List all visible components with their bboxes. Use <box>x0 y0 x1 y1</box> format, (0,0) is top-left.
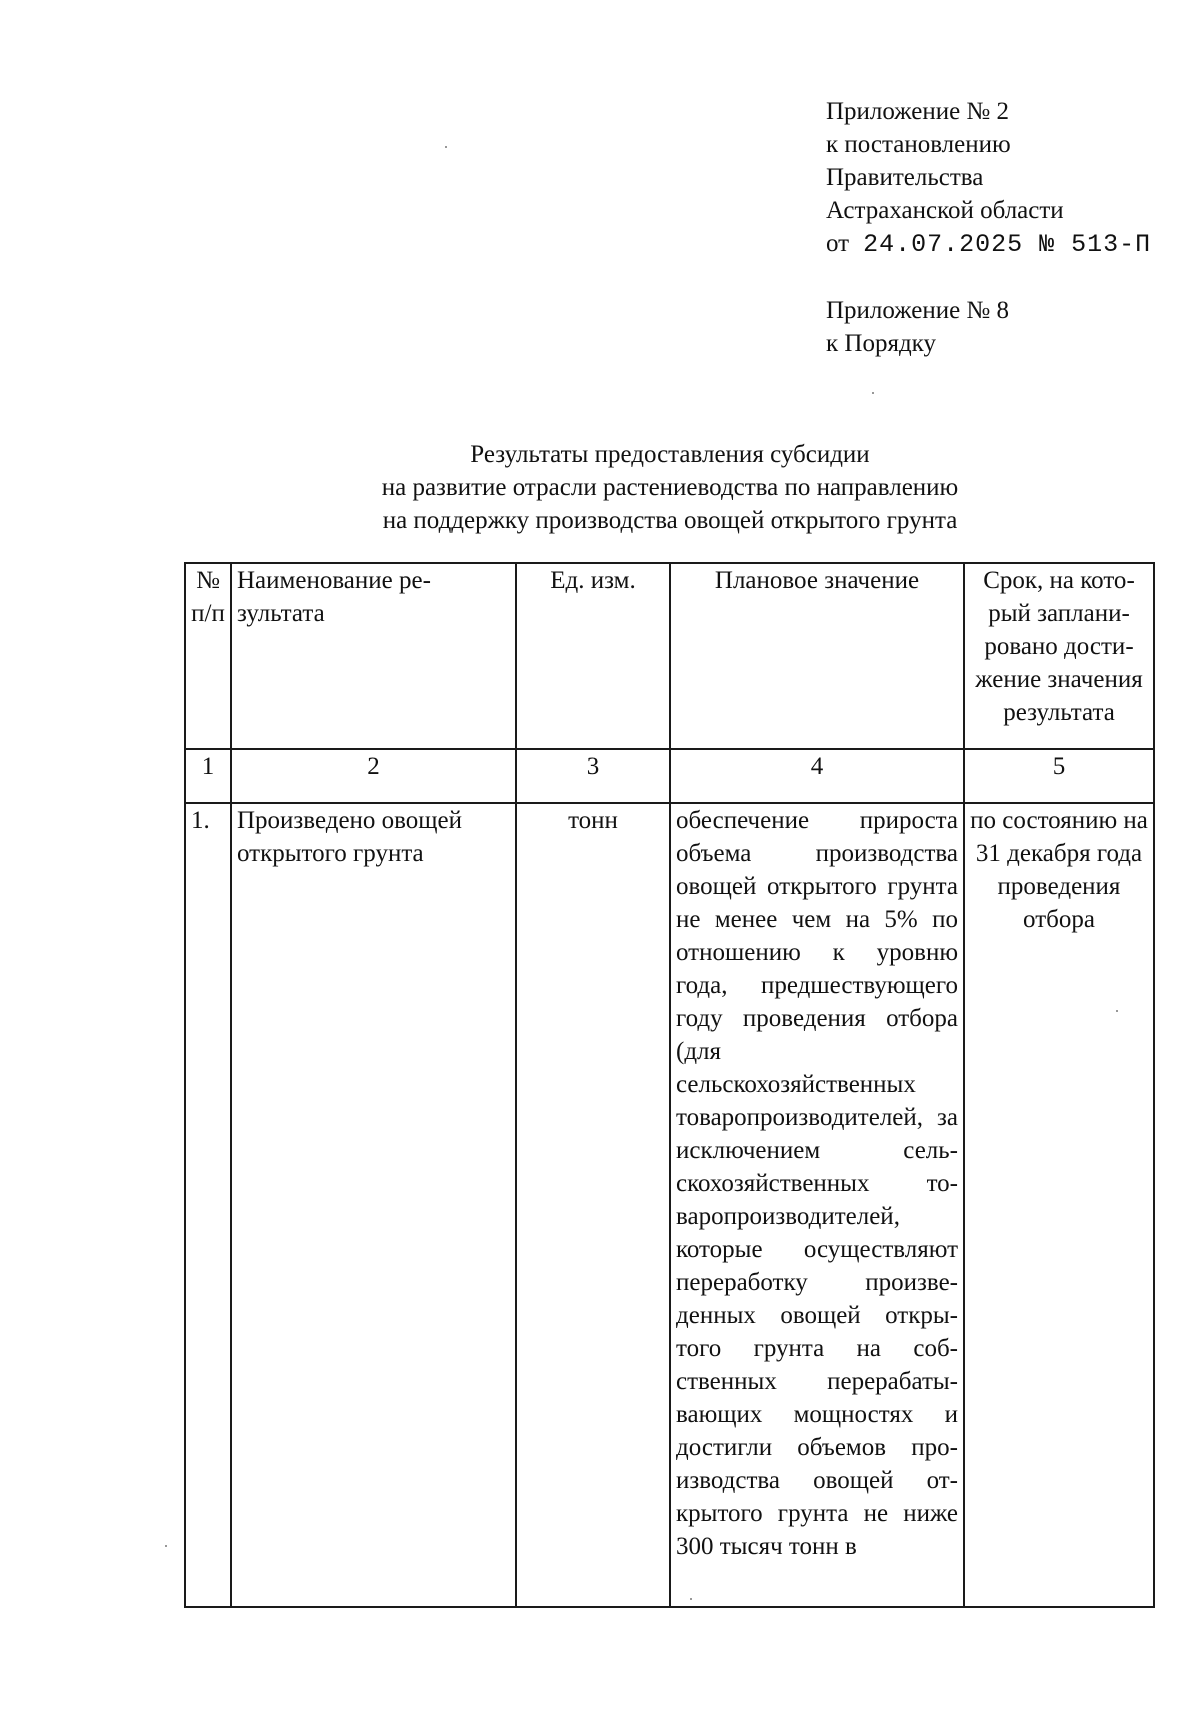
region-line: Астраханской области <box>826 197 1064 224</box>
appendix-8-line: Приложение № 8 <box>826 297 1010 324</box>
date-and-number: 24.07.2025 № 513-П <box>863 230 1152 259</box>
column-number-1: 1 <box>185 749 231 803</box>
document-title <box>180 438 1160 537</box>
unit-value: тонн <box>516 803 670 1607</box>
scan-speck <box>445 146 447 148</box>
column-number-3: 3 <box>516 749 670 803</box>
column-number-2: 2 <box>231 749 516 803</box>
deadline-value: по состоянию на 31 декабря года проведения отбора <box>964 803 1154 1607</box>
scan-speck <box>165 1545 167 1547</box>
title-line-2: на развитие отрасли растениеводства по направлению <box>381 474 959 501</box>
result-name: Произведено овощей открытого грунта <box>231 803 516 1607</box>
date-prefix: от <box>826 230 850 257</box>
planned-value: обеспечение прироста объема производства овощей открытого грунта не менее чем на 5% по отношению к уровню года, предшествующего году проведения отбора (для сельскохозяйственных товаропроизводителей, за исключением сельскохозяйственных товаропроизводителей, которые осуществляют переработку произведенных овощей открытого грунта на собственных перерабатывающих мощностях и достигли объемов производства овощей открытого грунта не ниже 300 тысяч тонн в <box>670 803 964 1607</box>
header-unit: Ед. изм. <box>516 563 670 749</box>
title-line-1: Результаты предоставления субсидии <box>470 441 870 468</box>
header-result-name: Наименование результата <box>231 563 516 749</box>
results-table <box>184 562 1155 1608</box>
government-line: Правительства <box>826 164 984 191</box>
appendix-header <box>826 95 1166 360</box>
table-column-numbers-row <box>185 749 1154 803</box>
column-number-5: 5 <box>964 749 1154 803</box>
to-order-line: к Порядку <box>826 330 936 357</box>
scan-speck <box>872 392 874 394</box>
column-number-4: 4 <box>670 749 964 803</box>
row-number: 1. <box>185 803 231 1607</box>
scan-speck <box>690 1598 692 1600</box>
header-planned-value: Плановое значение <box>670 563 964 749</box>
scan-speck <box>1116 1010 1118 1012</box>
header-num: № п/п <box>185 563 231 749</box>
table-row <box>185 803 1154 1607</box>
date-line <box>826 227 1166 261</box>
header-deadline: Срок, на который запланировано достижение значения результата <box>964 563 1154 749</box>
table-header-row <box>185 563 1154 749</box>
title-line-3: на поддержку производства овощей открытого грунта <box>382 507 958 534</box>
to-resolution-line: к постановлению <box>826 131 1011 158</box>
appendix-2-line: Приложение № 2 <box>826 98 1010 125</box>
